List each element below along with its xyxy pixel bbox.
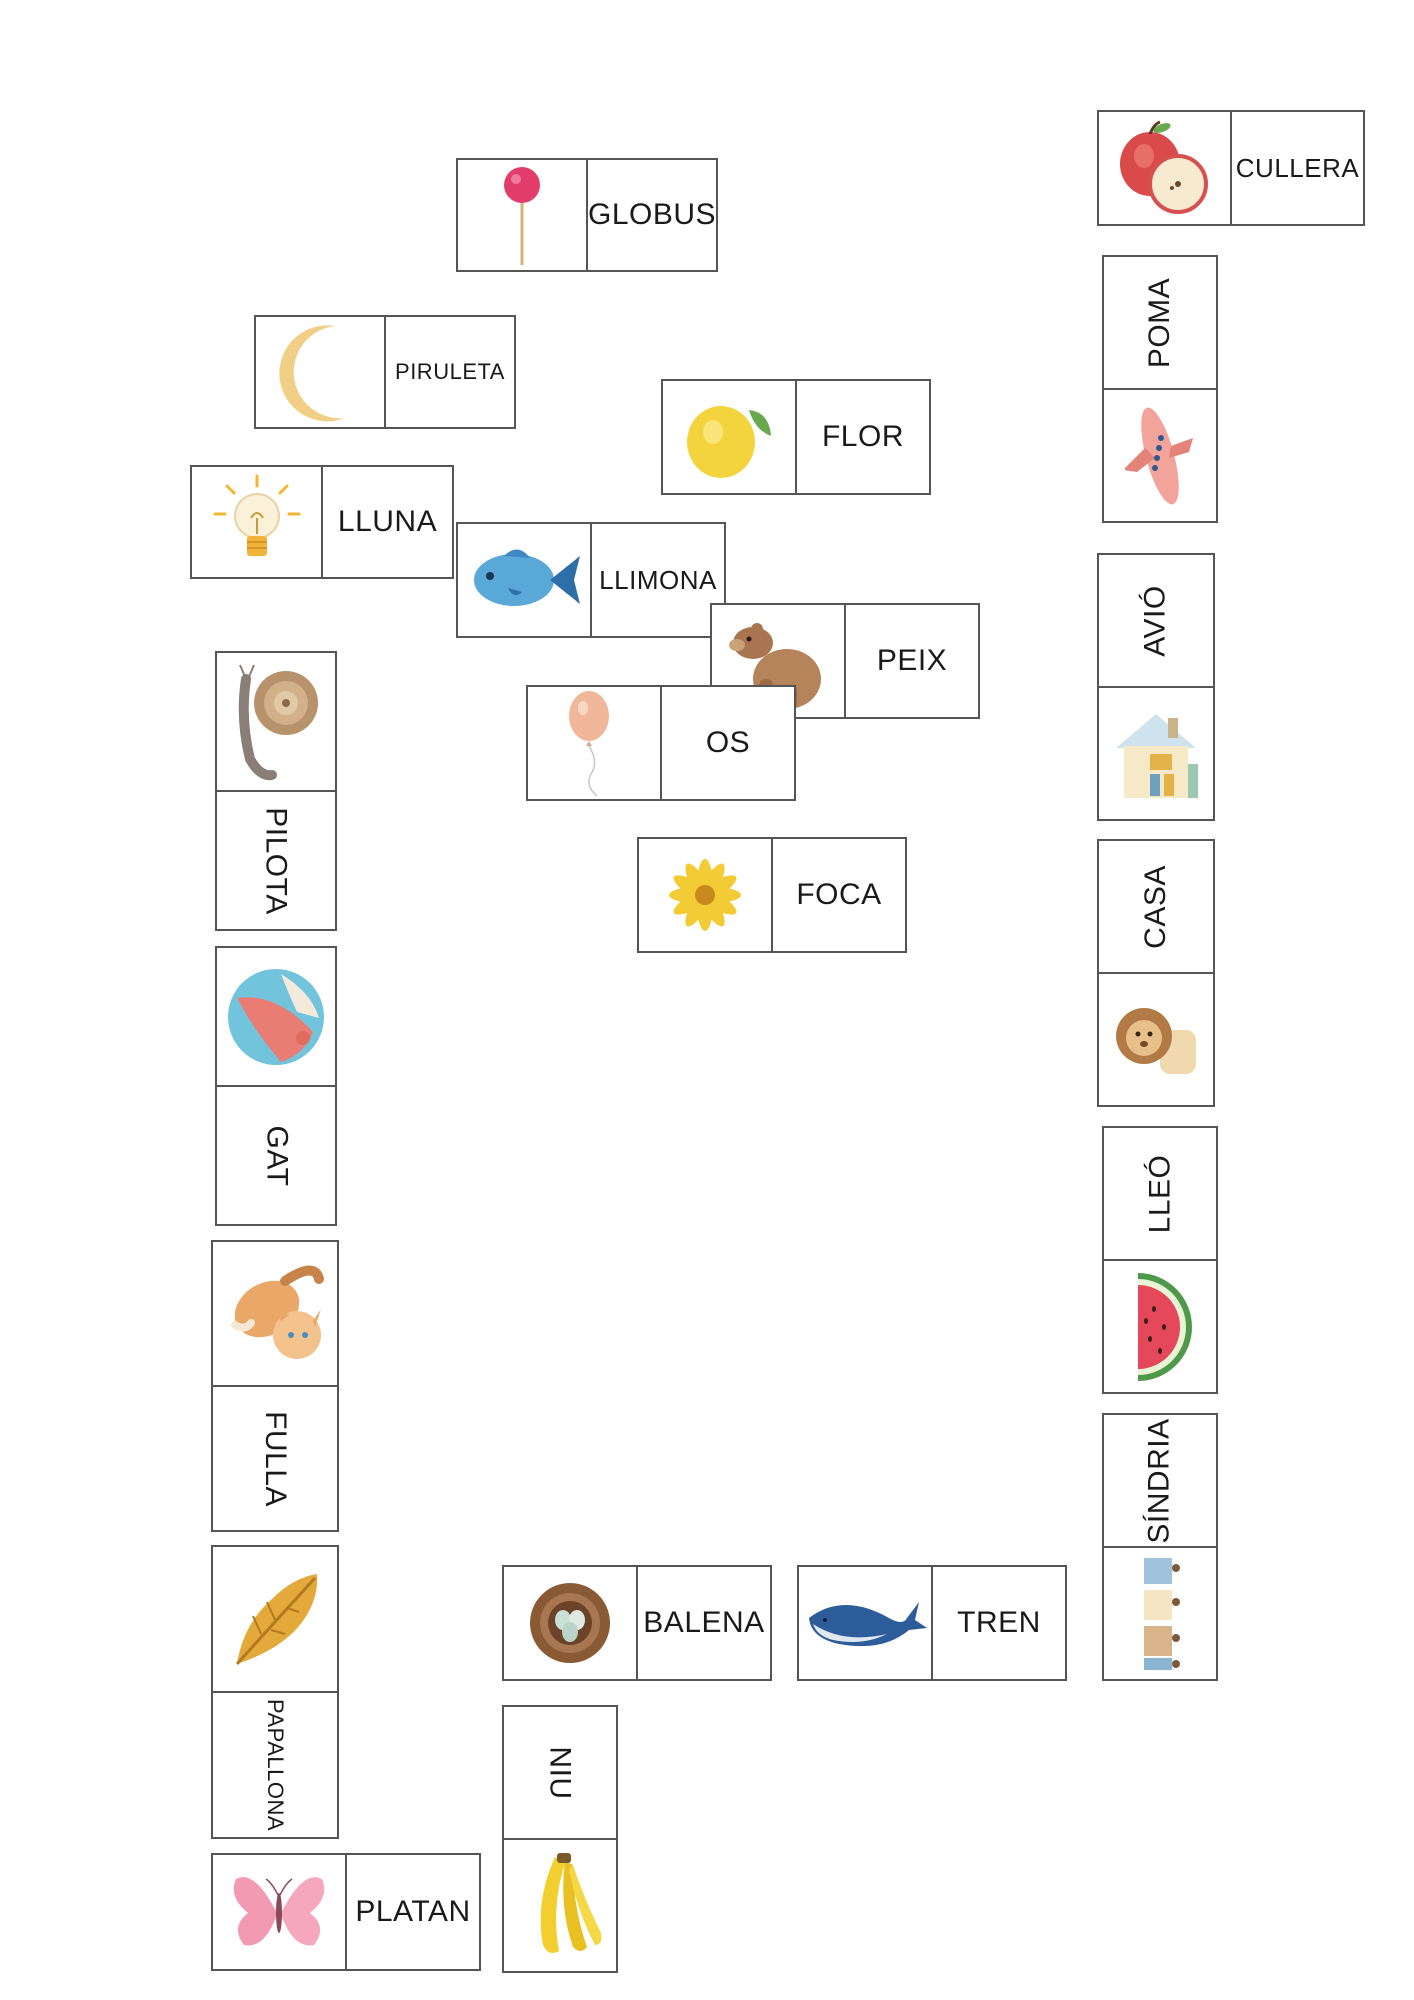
lion-icon [1106,990,1206,1090]
whale-icon [803,1588,928,1658]
balloon-icon [559,688,629,798]
tile-image [1099,686,1213,819]
house-icon [1106,704,1206,804]
tile-word [1104,257,1216,388]
tile-word [345,1855,479,1969]
domino-tile-poma[interactable] [1102,255,1218,523]
tile-image [256,317,384,427]
word-label: CASA [1138,864,1172,949]
domino-tile-gat[interactable] [215,946,337,1226]
tile-word [636,1567,770,1679]
word-label: OS [705,726,751,759]
tile-word [384,317,514,427]
domino-tile-os[interactable] [526,685,796,801]
domino-tile-papallona[interactable] [211,1545,339,1839]
tile-word [213,1691,337,1837]
tile-image [192,467,321,577]
tile-image [213,1242,337,1385]
domino-tile-llimona[interactable] [456,522,726,638]
watermelon-icon [1120,1269,1200,1384]
domino-tile-lleo[interactable] [1102,1126,1218,1394]
tile-word [217,1085,335,1224]
tile-image [1104,388,1216,521]
lemon-icon [679,392,779,482]
word-label: PLATAN [355,1895,471,1928]
tile-word [795,381,929,493]
word-label: LLIMONA [599,564,717,595]
word-label: FLOR [821,420,904,453]
domino-tile-balena[interactable] [502,1565,772,1681]
tile-image [1099,972,1213,1105]
domino-tile-tren[interactable] [797,1565,1067,1681]
tile-image [1099,112,1230,224]
word-label: BALENA [643,1606,765,1639]
moon-icon [275,320,365,425]
tile-word [771,839,905,951]
word-label: FULLA [259,1410,292,1507]
domino-tile-avio[interactable] [1097,553,1215,821]
word-label: FOCA [796,878,882,911]
tile-image [1104,1259,1216,1392]
tile-image [663,381,795,493]
tile-image [213,1855,345,1969]
word-label: TREN [957,1606,1041,1639]
word-label: POMA [1142,277,1176,368]
tile-word [1099,555,1213,686]
domino-tile-piruleta[interactable] [254,315,516,429]
domino-tile-platan[interactable] [211,1853,481,1971]
word-label: AVIÓ [1139,584,1172,657]
domino-tile-sindria[interactable] [1102,1413,1218,1681]
domino-tile-globus[interactable] [456,158,718,272]
cat-icon [215,1251,335,1376]
domino-tile-lluna[interactable] [190,465,454,579]
snail-icon [226,659,326,784]
tile-image [213,1547,337,1691]
train-icon [1130,1554,1190,1674]
fish-icon [464,540,584,620]
word-label: PILOTA [259,806,293,915]
domino-tile-foca[interactable] [637,837,907,953]
tile-word [590,524,724,636]
leaf-icon [223,1564,328,1674]
airplane-icon [1125,398,1195,513]
tile-image [504,1838,616,1971]
tile-word [504,1707,616,1838]
word-label: GLOBUS [587,198,716,231]
tile-word [217,790,335,929]
lightbulb-icon [207,472,307,572]
tile-image [217,653,335,790]
tile-image [458,524,590,636]
tile-word [321,467,452,577]
domino-tile-cullera[interactable] [1097,110,1365,226]
domino-tile-pilota[interactable] [215,651,337,931]
apple-icon [1110,116,1220,221]
tile-word [844,605,978,717]
tile-word [1230,112,1363,224]
word-label: SÍNDRIA [1143,1417,1176,1544]
tile-image [458,160,586,270]
tile-image [504,1567,636,1679]
word-label: PIRULETA [395,359,505,384]
butterfly-icon [224,1867,334,1957]
tile-image [217,948,335,1085]
tile-image [1104,1546,1216,1679]
tile-word [1104,1128,1216,1259]
word-label: LLEÓ [1143,1154,1176,1233]
nest-icon [525,1578,615,1668]
domino-tile-flor[interactable] [661,379,931,495]
lollipop-icon [492,163,552,268]
tile-word [1099,841,1213,972]
tile-word [586,160,716,270]
tile-image [799,1567,931,1679]
word-label: NIU [543,1745,577,1800]
flower-icon [655,845,755,945]
tile-word [931,1567,1065,1679]
tile-image [528,687,660,799]
tile-word [213,1385,337,1530]
word-label: CULLERA [1235,152,1360,183]
banana-icon [515,1851,605,1961]
domino-tile-fulla[interactable] [211,1240,339,1532]
tile-image [639,839,771,951]
word-label: GAT [259,1125,293,1186]
tile-word [660,687,794,799]
word-label: PAPALLONA [263,1698,289,1832]
ball-icon [221,962,331,1072]
word-label: LLUNA [337,505,438,538]
domino-tile-casa[interactable] [1097,839,1215,1107]
tile-word [1104,1415,1216,1546]
domino-tile-niu[interactable] [502,1705,618,1973]
word-label: PEIX [876,644,948,677]
